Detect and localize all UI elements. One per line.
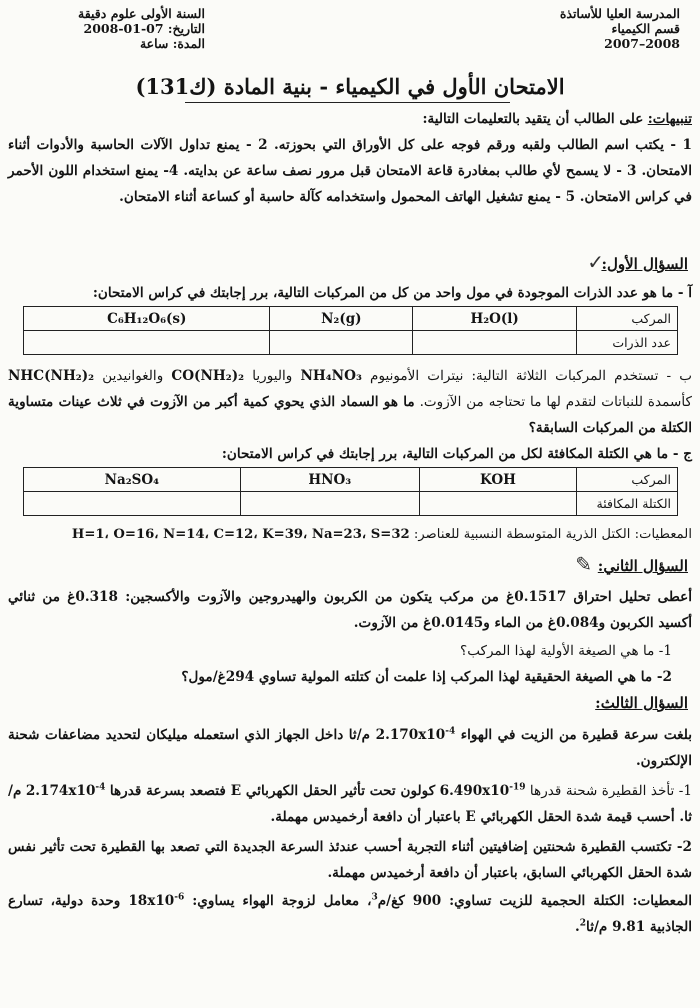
compound-cell: C₆H₁₂O₆(s)	[24, 307, 270, 331]
charge-value	[440, 783, 526, 799]
q3-data-b: ، معامل لزوجة الهواء يساوي:	[192, 893, 372, 909]
exam-duration: المدة: ساعة	[139, 36, 205, 51]
viscosity-exponent: -6	[174, 892, 185, 903]
formula-guanidine: NHC(NH₂)₂	[8, 368, 95, 384]
part-b-prefix: ب - تستخدم المركبات الثلاثة التالية: نيترات الأمونيوم	[370, 368, 693, 384]
q2-item-2: 2- ما هي الصيغة الحقيقية لهذا المركب إذا علمت أن كتلته المولية تساوي 294غ/مول؟	[181, 669, 672, 685]
table-row-label: الكتلة المكافئة	[577, 492, 678, 516]
q3-intro-b: م/ثا داخل الجهاز الذي استعمله ميليكان لتحديد مضاعفات شحنة الإلكترون.	[8, 727, 692, 769]
viscosity-mantissa: 18x10	[128, 893, 175, 909]
q1-data	[8, 522, 692, 548]
q3-item1-c: م/ثا. أحسب قيمة شدة الحقل الكهربائي E باعتبار أن دافعة أرخميدس مهملة.	[8, 783, 692, 825]
answer-cell	[419, 492, 576, 516]
q3-data-c: وحدة دولية، تسارع الجاذبية 9.81 م/ثا	[8, 893, 692, 935]
q1-part-c: ج - ما هي الكتلة المكافئة لكل من المركبات التالية، برر إجابتك في كراس الامتحان:	[221, 446, 692, 462]
table-equivalent-mass	[23, 467, 678, 516]
q1-part-a: آ - ما هو عدد الذرات الموجودة في مول واحد من كل من المركبات التالية، برر إجابتك في كراس الامتحان:	[92, 285, 692, 301]
check-mark-icon: ✓	[587, 250, 604, 274]
q2-heading: السؤال الثاني:	[597, 557, 688, 575]
academic-year: 2007–2008	[604, 36, 680, 51]
instructions-text: على الطالب أن يتقيد بالتعليمات التالية:	[422, 111, 644, 127]
table-row-label: المركب	[577, 307, 678, 331]
instructions-items: 1 - يكتب اسم الطالب ولقبه ورقم فوجه على كل الأوراق التي بحوزته. 2 - يمنع تداول الآلات الحاسبة والأدوات أثناء الامتحان. 3 - لا يسمح لأي طالب بمغادرة قاعة الامتحان قبل مرور نصف ساعة عن بدايته. 4- يمنع استخدام اللون الأحمر في كراس الامتحان. 5 - يمنع تشغيل الهاتف المحمول واستخدامه كآلة حاسبة أو كساعة أثناء الامتحان.	[8, 137, 692, 205]
charge-exponent: -19	[509, 782, 526, 793]
answer-cell	[24, 492, 241, 516]
formula-urea: CO(NH₂)₂	[171, 368, 245, 384]
compound-cell: H₂O(l)	[413, 307, 577, 331]
answer-cell	[413, 331, 577, 355]
table-row	[24, 331, 678, 355]
answer-cell	[24, 331, 270, 355]
speed-mantissa: 2.170x10	[375, 727, 446, 743]
q2-statement: أعطى تحليل احتراق 0.1517غ من مركب يتكون من الكربون والهيدروجين والآزوت والأكسجين: 0.318غ من ثنائي أكسيد الكربون و0.084غ من الماء و0.0145غ من الآزوت.	[8, 589, 692, 631]
q3-data-exp2: 2	[579, 918, 587, 929]
atomic-masses: H=1، O=16، N=14، C=12، K=39، Na=23، S=32	[71, 527, 410, 542]
speed2-exponent: -4	[95, 782, 106, 793]
q3-data-end: .	[575, 919, 580, 935]
q2-text	[8, 584, 692, 636]
table-row	[24, 468, 678, 492]
school-name: المدرسة العليا للأساتذة	[559, 6, 680, 21]
q3-intro-a: بلغت سرعة قطيرة من الزيت في الهواء	[460, 727, 693, 743]
instructions	[8, 106, 692, 210]
table-row	[24, 492, 678, 516]
table-row-label: عدد الذرات	[577, 331, 678, 355]
guanidine-text: والغوانيدين	[102, 368, 164, 384]
answer-cell	[270, 331, 413, 355]
q3-heading: السؤال الثالث:	[595, 694, 688, 712]
exam-date: التاريخ: 07-01-2008	[83, 21, 205, 36]
compound-cell: N₂(g)	[270, 307, 413, 331]
q3-item-2: 2- تكتسب القطيرة شحنتين إضافيتين أثناء التجربة أحسب عندئذ السرعة الجديدة التي تصعد بها القطيرة تحت تأثير نفس شدة الحقل الكهربائي السابق، باعتبار أن دافعة أرخميدس مهملة.	[8, 839, 692, 881]
q3-data-exp1: 3	[371, 892, 378, 903]
exam-title: الامتحان الأول في الكيمياء - بنية المادة (ك131)	[135, 74, 565, 99]
speed2-mantissa: 2.174x10	[25, 783, 96, 799]
q3-data-a: المعطيات: الكتلة الحجمية للزيت تساوي: 900 كغ/م	[377, 893, 692, 909]
table-atoms	[23, 306, 678, 355]
title-underline	[185, 102, 510, 103]
data-prefix: المعطيات: الكتل الذرية المتوسطة النسبية للعناصر:	[413, 527, 692, 542]
table-row	[24, 307, 678, 331]
q1-heading: السؤال الأول:	[601, 255, 688, 273]
q3-item1-b: كولون تحت تأثير الحقل الكهربائي E فتصعد بسرعة قدرها	[109, 783, 436, 799]
speed-exponent: -4	[445, 726, 456, 737]
part-b-question: ما هو السماد الذي يحوي كمية أكبر من الآزوت في ثلاث عينات متساوية الكتلة من المركبات السابقة؟	[8, 394, 692, 436]
department: قسم الكيمياء	[611, 21, 680, 36]
header-institution	[560, 6, 680, 51]
q1-part-b	[8, 363, 692, 441]
instructions-label: تنبيهات:	[647, 111, 692, 127]
compound-cell: KOH	[419, 468, 576, 492]
formula-nh4no3: NH₄NO₃	[300, 368, 362, 384]
q3-data	[8, 888, 692, 940]
q3-item-1	[8, 778, 692, 830]
answer-cell	[240, 492, 419, 516]
viscosity-value	[128, 893, 184, 909]
header-exam-info	[78, 6, 205, 51]
pen-mark-icon: ✎	[575, 552, 592, 576]
compound-cell: Na₂SO₄	[24, 468, 241, 492]
q3-item1-a: 1- تأخذ القطيرة شحنة قدرها	[529, 783, 692, 799]
compound-cell: HNO₃	[240, 468, 419, 492]
level: السنة الأولى علوم دقيقة	[78, 6, 205, 21]
speed2-value	[26, 783, 106, 799]
q3-intro	[8, 722, 692, 774]
table-row-label: المركب	[577, 468, 678, 492]
speed-value	[376, 727, 456, 743]
q2-item-1: 1- ما هي الصيغة الأولية لهذا المركب؟	[459, 643, 672, 659]
charge-mantissa: 6.490x10	[439, 783, 510, 799]
part-b-middle: كأسمدة للنباتات لتقدم لها ما تحتاجه من الآزوت.	[419, 394, 693, 410]
urea-text: واليوريا	[252, 368, 293, 384]
